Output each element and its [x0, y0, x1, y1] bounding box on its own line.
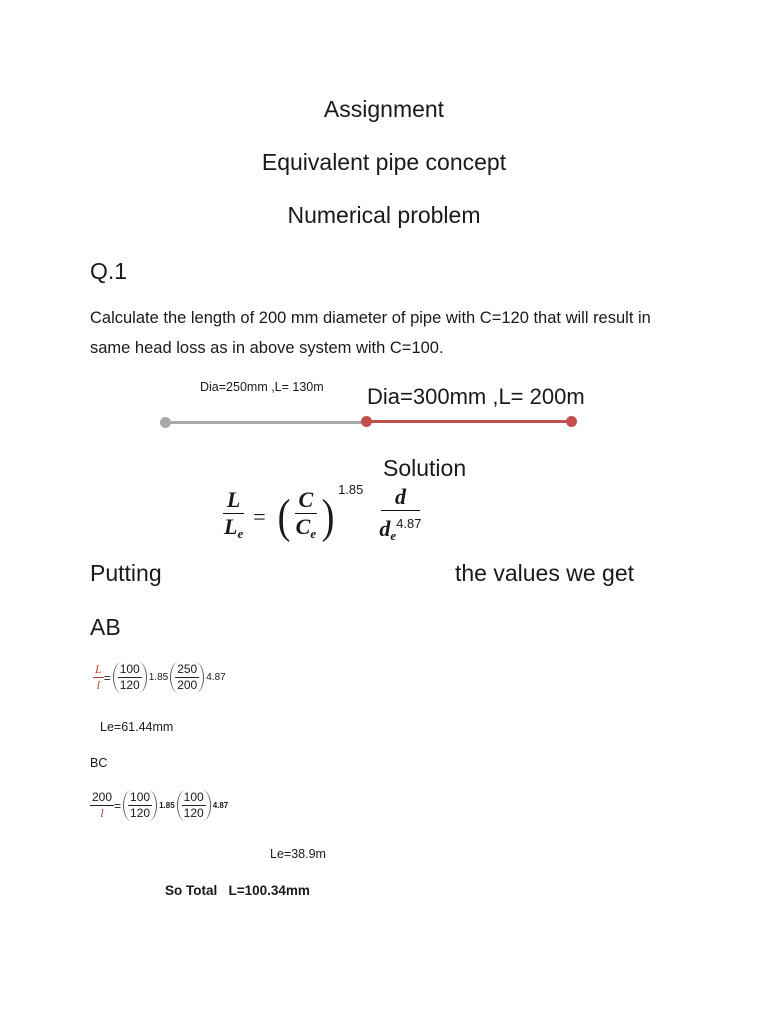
ab-f2-den: 200 — [177, 678, 198, 692]
formula-c-num: C — [295, 487, 318, 514]
formula-d-num: d — [381, 484, 420, 511]
ab-result: Le=61.44mm — [100, 720, 174, 734]
ab-equation — [93, 662, 226, 693]
hazen-williams-formula — [222, 484, 424, 549]
node-b — [361, 416, 372, 427]
right-paren: ) — [321, 489, 335, 543]
subtitle: Equivalent pipe concept — [261, 149, 507, 175]
formula-lhs-num: L — [223, 487, 244, 514]
ab-f2-num: 250 — [177, 662, 198, 676]
subtitle-2: Numerical problem — [287, 202, 481, 228]
ab-label: AB — [90, 614, 121, 640]
bc-f1-num: 100 — [130, 790, 151, 804]
solution-heading: Solution — [383, 455, 467, 481]
ab-f1-den: 120 — [119, 678, 140, 692]
ab-exp1: 1.85 — [148, 672, 169, 683]
formula-equals: = — [253, 503, 266, 529]
question-label: Q.1 — [90, 258, 128, 284]
ab-exp2: 4.87 — [206, 672, 226, 683]
question-text: Calculate the length of 200 mm diameter of pipe with C=120 that will result in same head loss as in above system with C=100. — [90, 309, 651, 357]
left-paren: ( — [277, 489, 291, 543]
pipe1-label: Dia=250mm ,L= 130m — [200, 380, 324, 394]
ab-lhs-num: L — [95, 662, 102, 676]
bc-f2-num: 100 — [183, 790, 204, 804]
ab-lhs-den: l — [96, 678, 101, 692]
bc-label: BC — [90, 756, 108, 770]
bc-equals: = — [114, 798, 122, 813]
pipe2-label: Dia=300mm ,L= 200m — [367, 384, 585, 409]
title: Assignment — [323, 96, 445, 122]
bc-lhs-num: 200 — [92, 790, 113, 804]
pipe-segment-ab — [165, 421, 367, 424]
formula-d-den-sub: e — [390, 528, 397, 543]
bc-lhs-den: l — [100, 806, 104, 820]
formula-lhs-den-sub: e — [237, 525, 244, 541]
formula-lhs-den: L — [224, 513, 238, 539]
total-result: So Total L=100.34mm — [165, 883, 310, 898]
formula-c-den-sub: e — [310, 525, 317, 541]
formula-c-den: C — [295, 513, 311, 539]
node-c — [566, 416, 577, 427]
bc-f2-den: 120 — [183, 806, 204, 820]
formula-exp2: 4.87 — [396, 516, 422, 531]
ab-f1-num: 100 — [119, 662, 140, 676]
ab-equals: = — [103, 670, 111, 685]
bc-exp1: 1.85 — [159, 801, 175, 810]
values-text: the values we get — [455, 560, 635, 586]
putting-text: Putting — [90, 560, 162, 586]
bc-equation — [90, 790, 228, 821]
bc-result: Le=38.9m — [270, 847, 326, 861]
bc-exp2: 4.87 — [212, 801, 229, 810]
formula-d-den: d — [379, 516, 391, 541]
node-a — [160, 417, 171, 428]
formula-exp1: 1.85 — [338, 482, 364, 497]
pipe-segment-bc — [367, 420, 571, 423]
bc-f1-den: 120 — [130, 806, 151, 820]
